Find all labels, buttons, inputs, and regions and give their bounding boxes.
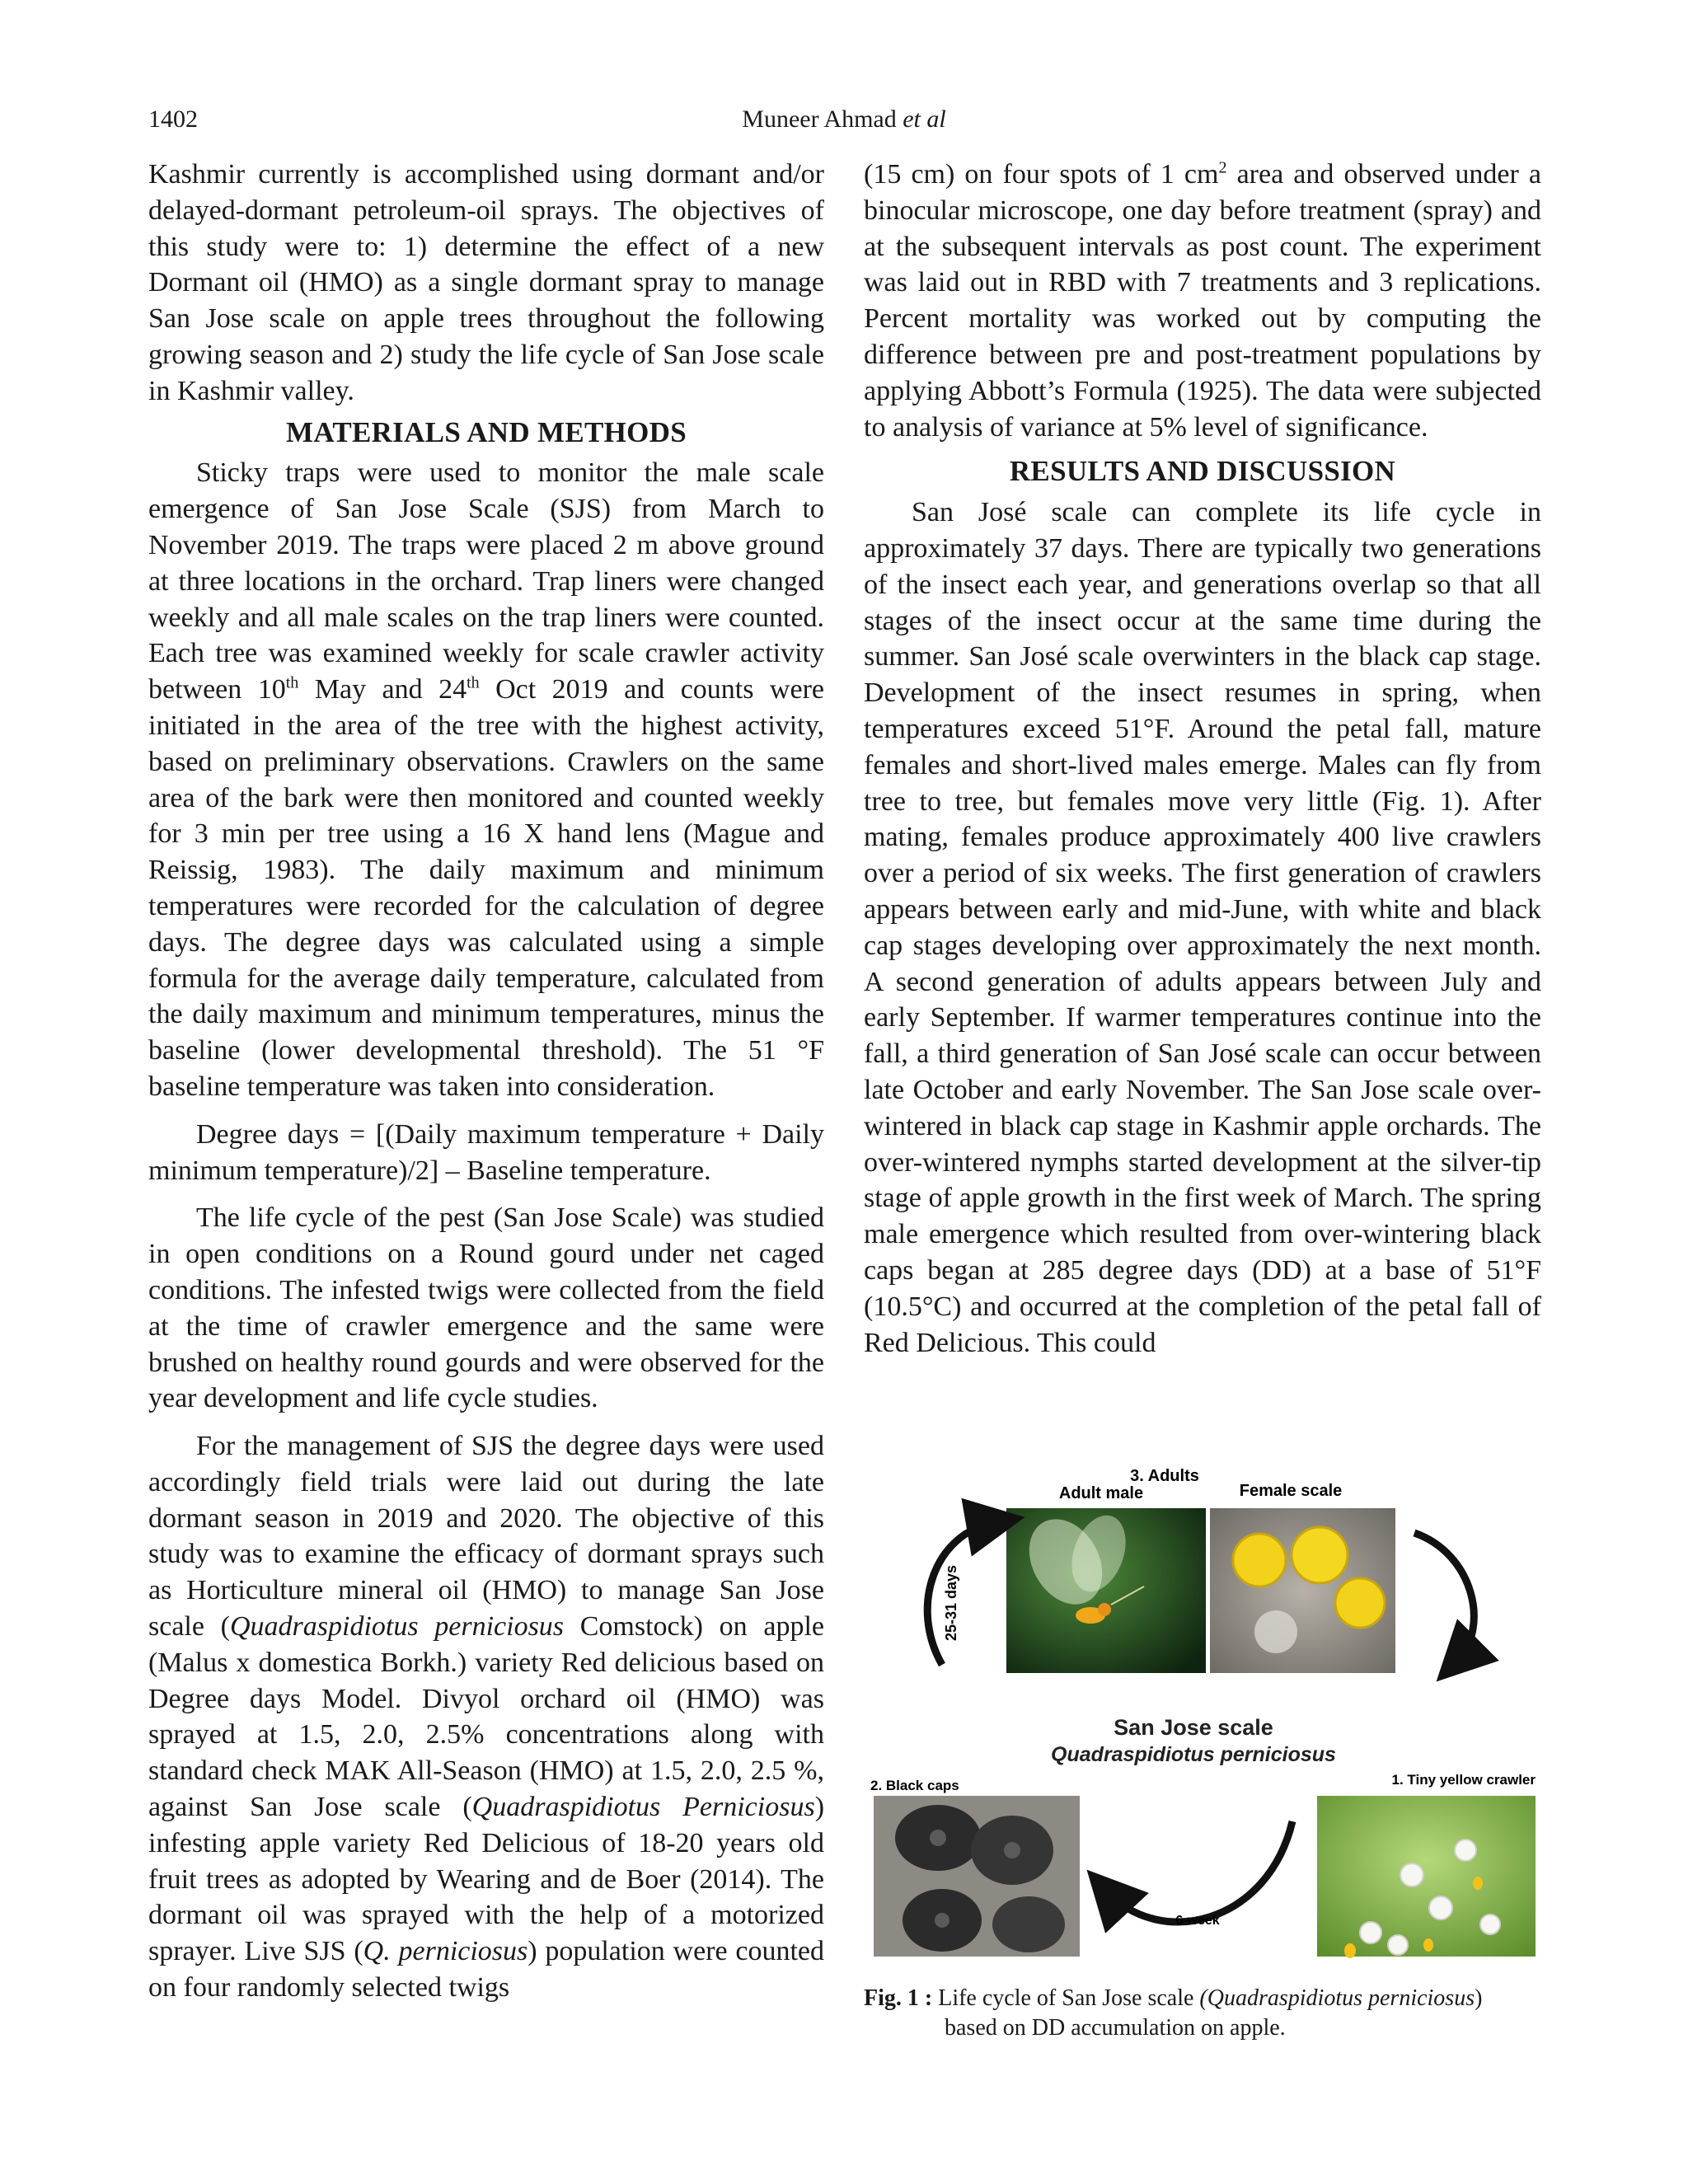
black-caps-photo	[874, 1796, 1080, 1957]
methods-p3-text-d: ) population were counted on four randomly selected twigs	[148, 1936, 825, 2004]
scientific-name: Quadraspidiotus Perniciosus	[471, 1792, 815, 1823]
methods-p1-text-a: Sticky traps were used to monitor the male scale emergence of San Jose Scale (SJS) from March to November 2019. The traps were placed 2 m above ground at three locations in the orchard. Trap liners were changed weekly and all male scales on the trap liners were counted. Each tree was examined weekly for scale crawler activity between 10	[148, 457, 824, 705]
intro-paragraph: Kashmir currently is accomplished using dormant and/or delayed-dormant petroleum-oil sprays. The objectives of this study were to: 1) determine the effect of a new Dormant oil (HMO) as a single dormant spray to manage San Jose scale on apple trees throughout the following growing season and 2) study the life cycle of San Jose scale in Kashmir valley.	[148, 159, 824, 406]
center-species: Quadraspidiotus perniciosus	[1051, 1743, 1336, 1766]
duration-left-label: 25-31 days	[943, 1564, 959, 1642]
results-heading: RESULTS AND DISCUSSION	[1009, 455, 1396, 488]
black-caps-label: 2. Black caps	[870, 1778, 959, 1793]
superscript-2: 2	[1218, 158, 1227, 177]
superscript-th: th	[467, 673, 480, 692]
continuation-text-a: (15 cm) on four spots of 1 cm	[864, 159, 1219, 190]
crawler-label: 1. Tiny yellow crawler	[1391, 1772, 1536, 1788]
center-title: San Jose scale	[1114, 1715, 1273, 1740]
degree-days-formula: Degree days = [(Daily maximum temperature + Daily minimum temperature)/2] – Baseline temperature.	[148, 1118, 824, 1186]
female-scale-label: Female scale	[1239, 1482, 1343, 1500]
methods-continuation	[864, 157, 1541, 445]
cycle-arrow-bottom	[1107, 1821, 1292, 1922]
continuation-text-b: area and observed under a binocular microscope, one day before treatment (spray) and at the subsequent intervals as post count. The experiment was laid out in RBD with 7 treatments and 3 replications. Percent mortality was worked out by computing the difference between pre and post-treatment populations by applying Abbott’s Formula (1925). The data were subjected to analysis of variance at 5% level of significance.	[864, 159, 1541, 443]
caption-label: Fig. 1 :	[864, 1985, 933, 2011]
left-column	[148, 157, 824, 2006]
scientific-name: Quadraspidiotus perniciosus	[229, 1611, 565, 1643]
methods-p1-text-c: Oct 2019 and counts were initiated in the area of the tree with the highest activity, based on preliminary observations. Crawlers on the same area of the bark were then monitored and counted weekly for 3 min per tree using a 16 X hand lens (Mague and Reissig, 1983). The daily maximum and minimum temperatures were recorded for the calculation of degree days. The degree days was calculated using a simple formula for the average daily temperature, calculated from the daily maximum and minimum temperatures, minus the baseline (lower developmental threshold). The 51 °F baseline temperature was taken into consideration.	[148, 674, 824, 1102]
caption-line-2: based on DD accumulation on apple.	[945, 2015, 1286, 2041]
adults-label: 3. Adults	[1130, 1467, 1199, 1485]
figure-caption	[864, 1984, 1541, 2043]
running-title	[0, 105, 1688, 134]
results-paragraph: San José scale can complete its life cycle in approximately 37 days. There are typically two generations of the insect each year, and generations overlap so that all stages of the insect occur at the same time during the summer. San José scale overwinters in the black cap stage. Development of the insect resumes in spring, when temperatures exceed 51°F. Around the petal fall, mature females and short-lived males emerge. Males can fly from tree to tree, but females move very little (Fig. 1). After mating, females produce approximately 400 live crawlers over a period of six weeks. The first generation of crawlers appears between early and mid-June, with white and black cap stages developing over approximately the next month. A second generation of adults appears between July and early September. If warmer temperatures continue into the fall, a third generation of San José scale can occur between late October and early November. The San Jose scale over-wintered in black cap stage in Kashmir apple orchards. The over-wintered nymphs started development at the silver-tip stage of apple growth in the first week of March. The spring male emergence which resulted from over-wintering black caps began at 285 degree days (DD) at a base of 51°F (10.5°C) and occurred at the completion of the petal fall of Red Delicious. This could	[864, 497, 1541, 1358]
methods-heading: MATERIALS AND METHODS	[286, 415, 687, 448]
adult-male-photo	[1006, 1506, 1206, 1673]
cycle-arrow-left	[927, 1522, 996, 1665]
scientific-name: Q. perniciosus	[363, 1936, 528, 1967]
methods-p3-text-a: For the management of SJS the degree days were used accordingly field trials were laid out during the late dormant season in 2019 and 2020. The objective of this study was to examine the efficacy of dormant sprays such as Horticulture mineral oil (HMO) to manage San Jose scale (	[148, 1431, 824, 1643]
caption-text-a: Life cycle of San Jose scale	[938, 1985, 1200, 2011]
methods-paragraph-3	[148, 1428, 824, 2006]
cycle-arrow-right	[1414, 1533, 1474, 1661]
duration-bottom-label: 6-week	[1175, 1914, 1220, 1928]
right-column	[864, 157, 1541, 1361]
caption-scientific-name: (Quadraspidiotus perniciosus	[1199, 1985, 1475, 2011]
page-number: 1402	[148, 105, 198, 133]
adult-male-label: Adult male	[1058, 1484, 1144, 1502]
methods-p3-text-b: Comstock) on apple (Malus x domestica Borkh.) variety Red delicious based on Degree days Model. Divyol orchard oil (HMO) was sprayed at 1.5, 2.0, 2.5% concentrations along with standard check MAK All-Season (HMO) at 1.5, 2.0, 2.5 %, against San Jose scale (	[148, 1611, 824, 1823]
methods-p3-text-c: ) infesting apple variety Red Delicious of 18-20 years old fruit trees as adopted by Wearing and de Boer (2014). The dormant oil was sprayed with the help of a motorized sprayer. Live SJS (	[148, 1792, 825, 1967]
caption-line-1	[864, 1984, 1541, 2013]
methods-paragraph-1	[148, 455, 824, 1104]
methods-p1-text-b: May and 24	[298, 674, 467, 705]
superscript-th: th	[285, 673, 299, 692]
figure-life-cycle	[864, 1463, 1541, 1990]
methods-paragraph-2: The life cycle of the pest (San Jose Scale) was studied in open conditions on a Round gourd under net caged conditions. The infested twigs were collected from the field at the time of crawler emergence and the same were brushed on healthy round gourds and were observed for the year development and life cycle studies.	[148, 1202, 824, 1414]
running-title-etal: et al	[903, 105, 946, 133]
female-scale-photo	[1210, 1508, 1395, 1673]
running-title-author: Muneer Ahmad	[742, 105, 897, 133]
caption-text-b: )	[1475, 1985, 1483, 2011]
crawler-photo	[1317, 1796, 1536, 1958]
